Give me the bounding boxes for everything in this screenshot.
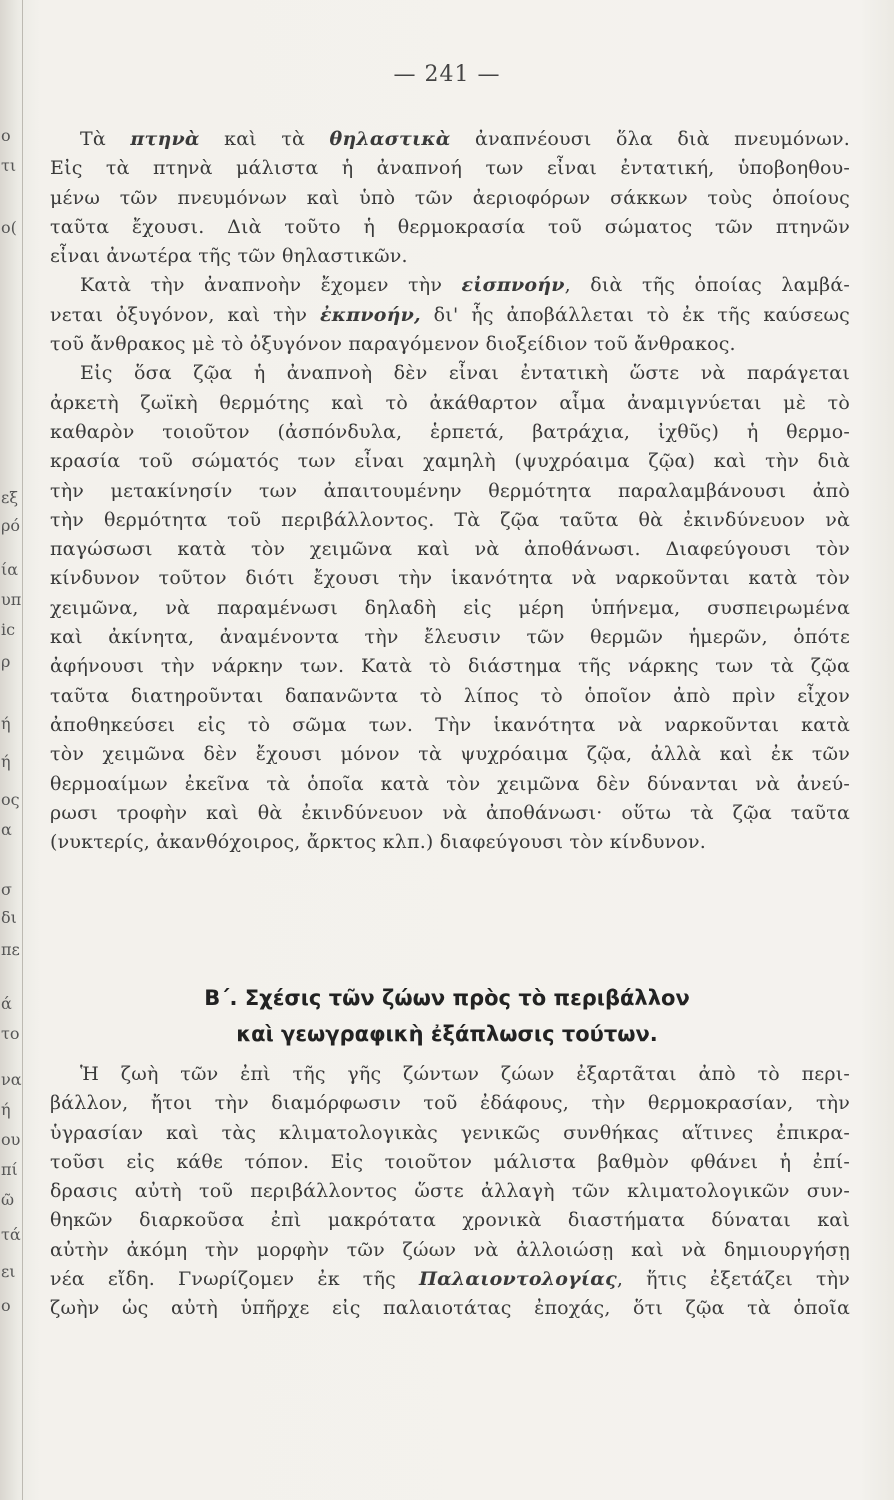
gutter-mark: ο( <box>1 218 17 237</box>
gutter-mark: να <box>1 1070 22 1089</box>
text-line: θηκῶν διαρκοῦσα ἐπὶ μακρότατα χρονικὰ διαστήματα δύναται καὶ <box>50 1209 850 1232</box>
gutter-mark: σ <box>1 880 12 899</box>
gutter-mark: πε <box>1 940 20 959</box>
section-heading <box>0 980 894 1052</box>
text-line: ρωσι τροφὴν καὶ θὰ ἐκινδύνευον νὰ ἀποθάνωσι· οὕτω τὰ ζῷα ταῦτα <box>50 801 850 824</box>
gutter-mark: πί <box>1 1160 18 1179</box>
section-heading-line: Β΄. Σχέσις τῶν ζώων πρὸς τὸ περιβάλλον <box>204 986 690 1010</box>
text-line: τὴν θερμότητα τοῦ περιβάλλοντος. Τὰ ζῷα ταῦτα θὰ ἐκινδύνευον νὰ <box>50 508 850 531</box>
text-line: θερμοαίμων ἐκεῖνα τὰ ὁποῖα κατὰ τὸν χειμῶνα δὲν δύνανται νὰ ἀνεύ- <box>50 772 850 795</box>
text-line: ἀρκετὴ ζωϊκὴ θερμότης καὶ τὸ ἀκάθαρτον αἷμα ἀναμιγνύεται μὲ τὸ <box>50 391 850 414</box>
gutter-mark: ος <box>1 790 20 809</box>
text-line: τὸν χειμῶνα δὲν ἔχουσι μόνον τὰ ψυχρόαιμα ζῷα, ἀλλὰ καὶ ἐκ τῶν <box>50 743 850 766</box>
gutter-mark: ρ <box>1 652 11 671</box>
text-line: δρασις αὐτὴ τοῦ περιβάλλοντος ὥστε ἀλλαγὴ τῶν κλιματολογικῶν συν- <box>50 1180 850 1203</box>
text-line: κρασία τοῦ σώματός των εἶναι χαμηλὴ (ψυχρόαιμα ζῷα) καὶ τὴν διὰ <box>50 450 850 473</box>
gutter-mark: ει <box>1 1262 16 1281</box>
text-line: ζωὴν ὡς αὐτὴ ὑπῆρχε εἰς παλαιοτάτας ἐποχάς, ὅτι ζῷα τὰ ὁποῖα <box>50 1297 850 1320</box>
facing-page-gutter <box>0 0 23 1500</box>
section-heading-line: καὶ γεωγραφικὴ ἐξάπλωσις τούτων. <box>236 1022 658 1046</box>
text-line: τὴν μετακίνησίν των ἀπαιτουμένην θερμότητα παραλαμβάνουσι ἀπὸ <box>50 479 850 502</box>
body-text-lower <box>50 1060 850 1324</box>
gutter-mark: o <box>1 126 11 145</box>
text-line: νέα εἴδη. Γνωρίζομεν ἐκ τῆς Παλαιοντολογίας, ἥτις ἐξετάζει τὴν <box>50 1268 851 1291</box>
text-line: κίνδυνον τοῦτον διότι ἔχουσι τὴν ἱκανότητα νὰ ναρκοῦνται κατὰ τὸν <box>50 567 850 590</box>
text-line: ταῦτα διατηροῦνται δαπανῶντα τὸ λίπος τὸ ὁποῖον ἀπὸ πρὶν εἶχον <box>50 684 850 707</box>
gutter-mark: ία <box>1 560 19 579</box>
term-exhalation: ἐκπνοήν, <box>320 303 421 326</box>
term-mammals: θηλαστικὰ <box>329 128 451 150</box>
gutter-mark: υπ <box>1 590 22 609</box>
text-line: τοῦ ἄνθρακος μὲ τὸ ὀξυγόνον παραγόμενον διοξείδιον τοῦ ἄνθρακος. <box>50 333 736 356</box>
text-line: καθαρὸν τοιοῦτον (ἀσπόνδυλα, ἑρπετά, βατράχια, ἰχθῦς) ἡ θερμο- <box>50 420 850 443</box>
text-line: Κατὰ τὴν ἀναπνοὴν ἔχομεν τὴν εἰσπνοήν, διὰ τῆς ὁποίας λαμβά- <box>80 274 851 297</box>
text-line: Τὰ πτηνὰ καὶ τὰ θηλαστικὰ ἀναπνέουσι ὅλα διὰ πνευμόνων. <box>80 128 850 150</box>
gutter-mark: εξ <box>1 488 19 507</box>
text-line: παγώσωσι κατὰ τὸν χειμῶνα καὶ νὰ ἀποθάνωσι. Διαφεύγουσι τὸν <box>50 538 850 561</box>
term-inhalation: εἰσπνοήν <box>461 274 565 297</box>
text-line: Εἰς ὅσα ζῷα ἡ ἀναπνοὴ δὲν εἶναι ἐντατικὴ ὥστε νὰ παράγεται <box>80 362 850 385</box>
text-line: Ἡ ζωὴ τῶν ἐπὶ τῆς γῆς ζώντων ζώων ἐξαρτᾶται ἀπὸ τὸ περι- <box>80 1063 850 1085</box>
term-birds: πτηνὰ <box>130 128 200 150</box>
text-line: ὑγρασίαν καὶ τὰς κλιματολογικὰς γενικῶς συνθήκας αἵτινες ἐπικρα- <box>50 1121 850 1144</box>
gutter-mark: τι <box>1 156 17 175</box>
body-text-upper <box>50 125 850 857</box>
text-line: ἀφήνουσι τὴν νάρκην των. Κατὰ τὸ διάστημα τῆς νάρκης των τὰ ζῷα <box>50 655 850 678</box>
text-line: χειμῶνα, νὰ παραμένωσι δηλαδὴ εἰς μέρη ὑπήνεμα, συσπειρωμένα <box>50 596 850 619</box>
gutter-mark: α <box>1 820 12 839</box>
text-line: μένω τῶν πνευμόνων καὶ ὑπὸ τῶν ἀεριοφόρων σάκκων τοὺς ὁποίους <box>50 186 850 209</box>
text-line: βάλλον, ἤτοι τὴν διαμόρφωσιν τοῦ ἐδάφους, τὴν θερμοκρασίαν, τὴν <box>50 1092 850 1115</box>
gutter-mark: ου <box>1 1130 21 1149</box>
text-line: αὐτὴν ἀκόμη τὴν μορφὴν τῶν ζώων νὰ ἀλλοιώσῃ καὶ νὰ δημιουργήσῃ <box>50 1238 850 1261</box>
text-line: τοῦσι εἰς κάθε τόπον. Εἰς τοιοῦτον μάλιστα βαθμὸν φθάνει ἡ ἐπί- <box>50 1150 850 1173</box>
text-line: Εἰς τὰ πτηνὰ μάλιστα ἡ ἀναπνοή των εἶναι ἐντατική, ὑποβοηθου- <box>50 157 850 180</box>
text-line: νεται ὀξυγόνον, καὶ τὴν ἐκπνοήν, δι' ἧς ἀποβάλλεται τὸ ἐκ τῆς καύσεως <box>50 303 850 326</box>
gutter-mark: δι <box>1 908 17 927</box>
text-line: εἶναι ἀνωτέρα τῆς τῶν θηλαστικῶν. <box>50 245 408 268</box>
text-line: (νυκτερίς, ἀκανθόχοιρος, ἄρκτος κλπ.) διαφεύγουσι τὸν κίνδυνον. <box>50 831 706 854</box>
gutter-mark: ic <box>1 620 16 639</box>
page-number: — 241 — <box>393 62 501 87</box>
gutter-mark: ο <box>1 1296 11 1315</box>
gutter-mark: ή <box>1 714 11 733</box>
text-line: καὶ ἀκίνητα, ἀναμένοντα τὴν ἔλευσιν τῶν θερμῶν ἡμερῶν, ὁπότε <box>50 626 850 649</box>
gutter-mark: ή <box>1 1100 11 1119</box>
gutter-mark: ῶ <box>1 1190 15 1209</box>
gutter-mark: ρό <box>1 516 21 535</box>
gutter-mark: τά <box>1 1225 21 1244</box>
text-line: ἀποθηκεύσει εἰς τὸ σῶμα των. Τὴν ἱκανότητα νὰ ναρκοῦνται κατὰ <box>50 713 850 736</box>
text-line: ταῦτα ἔχουσι. Διὰ τοῦτο ἡ θερμοκρασία τοῦ σώματος τῶν πτηνῶν <box>50 215 850 238</box>
term-paleontology: Παλαιοντολογίας <box>418 1268 617 1291</box>
gutter-mark: ά <box>1 994 12 1013</box>
gutter-mark: το <box>1 1024 20 1043</box>
gutter-mark: ή <box>1 752 11 771</box>
